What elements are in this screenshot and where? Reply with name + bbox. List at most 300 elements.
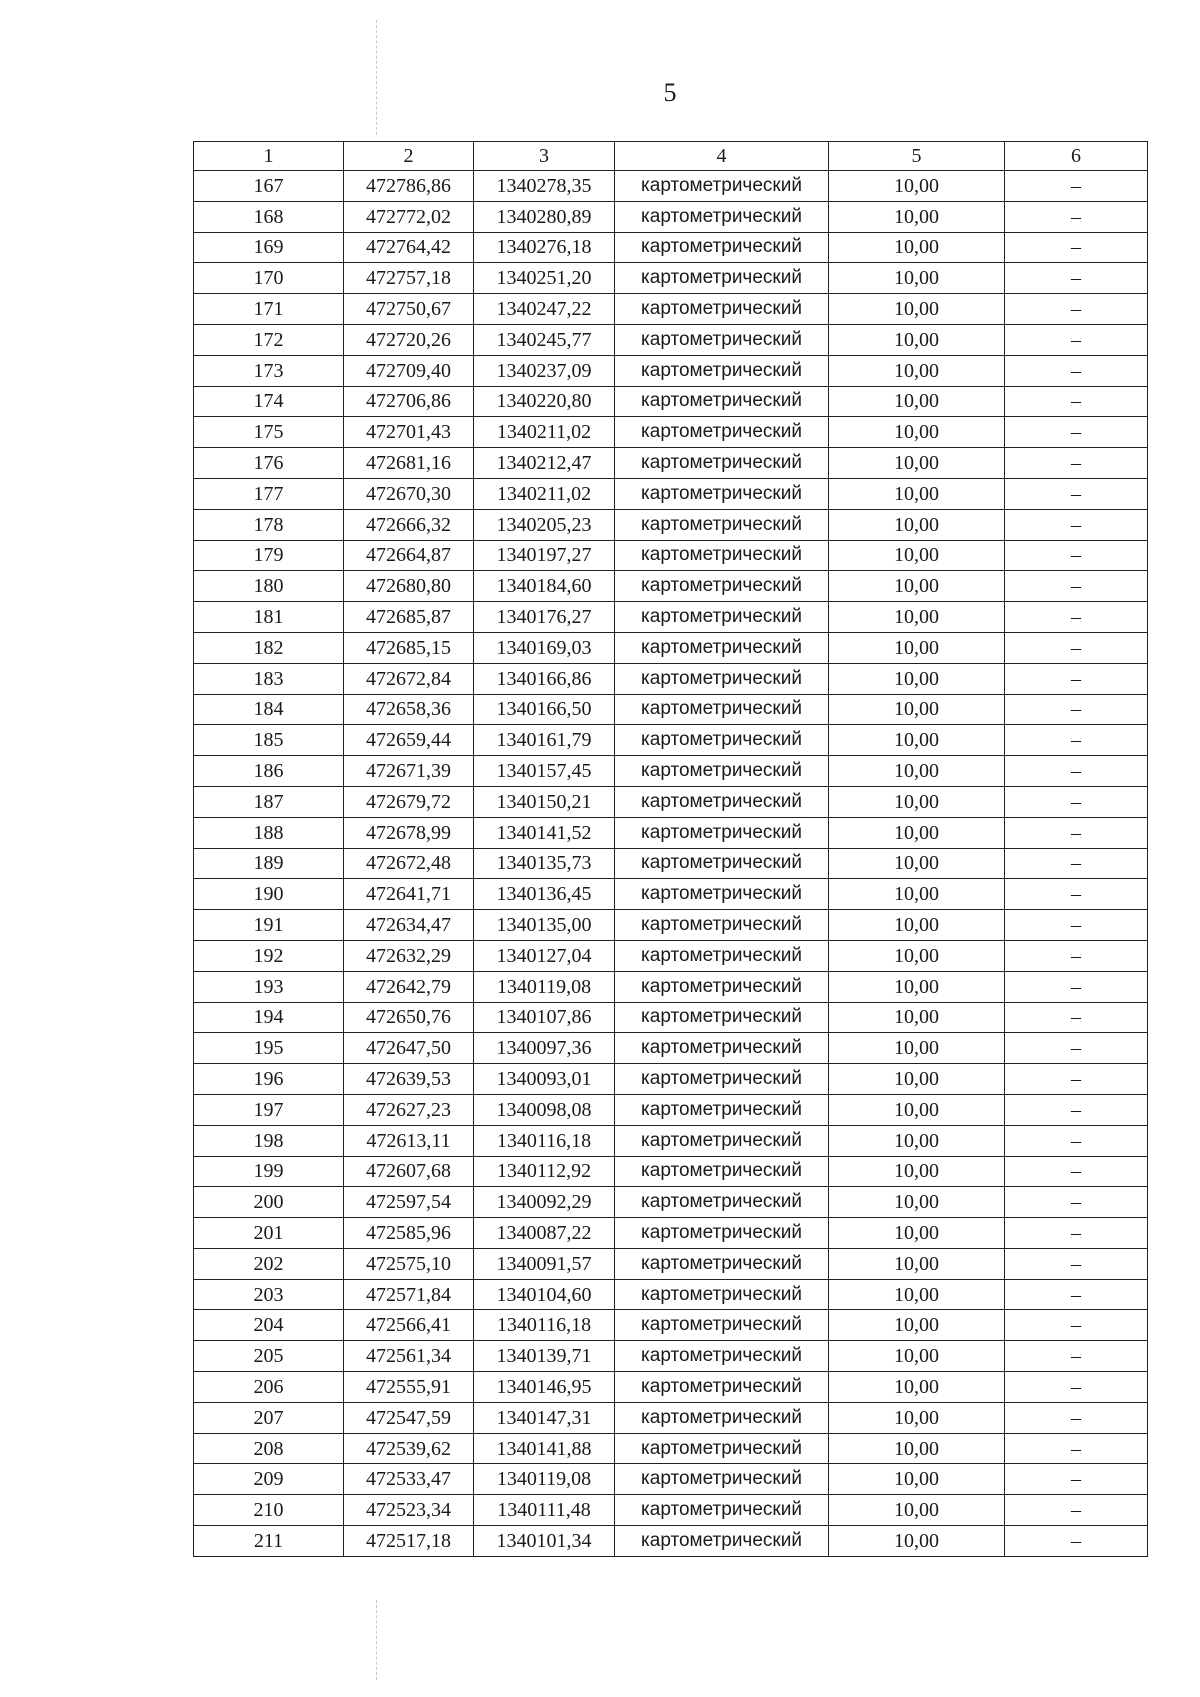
description-cell: – <box>1005 1341 1148 1372</box>
point-number-cell: 189 <box>194 848 344 879</box>
method-cell: картометрический <box>615 1310 829 1341</box>
y-coordinate-cell: 1340212,47 <box>474 448 615 479</box>
point-number-cell: 172 <box>194 324 344 355</box>
x-coordinate-cell: 472672,48 <box>344 848 474 879</box>
description-cell: – <box>1005 1279 1148 1310</box>
description-cell: – <box>1005 756 1148 787</box>
point-number-cell: 179 <box>194 540 344 571</box>
method-cell: картометрический <box>615 1526 829 1557</box>
x-coordinate-cell: 472678,99 <box>344 817 474 848</box>
y-coordinate-cell: 1340150,21 <box>474 786 615 817</box>
x-coordinate-cell: 472757,18 <box>344 263 474 294</box>
description-cell: – <box>1005 324 1148 355</box>
y-coordinate-cell: 1340093,01 <box>474 1064 615 1095</box>
point-number-cell: 193 <box>194 971 344 1002</box>
accuracy-cell: 10,00 <box>829 756 1005 787</box>
fold-line-bottom <box>376 1600 377 1680</box>
table-row <box>194 1156 1148 1187</box>
method-cell: картометрический <box>615 509 829 540</box>
point-number-cell: 192 <box>194 940 344 971</box>
x-coordinate-cell: 472672,84 <box>344 663 474 694</box>
description-cell: – <box>1005 1310 1148 1341</box>
accuracy-cell: 10,00 <box>829 478 1005 509</box>
method-cell: картометрический <box>615 571 829 602</box>
table-row <box>194 1094 1148 1125</box>
point-number-cell: 170 <box>194 263 344 294</box>
accuracy-cell: 10,00 <box>829 879 1005 910</box>
accuracy-cell: 10,00 <box>829 1495 1005 1526</box>
x-coordinate-cell: 472571,84 <box>344 1279 474 1310</box>
accuracy-cell: 10,00 <box>829 848 1005 879</box>
table-row <box>194 1248 1148 1279</box>
y-coordinate-cell: 1340119,08 <box>474 971 615 1002</box>
description-cell: – <box>1005 663 1148 694</box>
y-coordinate-cell: 1340166,50 <box>474 694 615 725</box>
accuracy-cell: 10,00 <box>829 1218 1005 1249</box>
accuracy-cell: 10,00 <box>829 971 1005 1002</box>
y-coordinate-cell: 1340220,80 <box>474 386 615 417</box>
point-number-cell: 178 <box>194 509 344 540</box>
accuracy-cell: 10,00 <box>829 1248 1005 1279</box>
table-row <box>194 386 1148 417</box>
table-row <box>194 1064 1148 1095</box>
y-coordinate-cell: 1340111,48 <box>474 1495 615 1526</box>
y-coordinate-cell: 1340211,02 <box>474 478 615 509</box>
description-cell: – <box>1005 1402 1148 1433</box>
method-cell: картометрический <box>615 263 829 294</box>
x-coordinate-cell: 472670,30 <box>344 478 474 509</box>
description-cell: – <box>1005 386 1148 417</box>
y-coordinate-cell: 1340157,45 <box>474 756 615 787</box>
accuracy-cell: 10,00 <box>829 294 1005 325</box>
description-cell: – <box>1005 1218 1148 1249</box>
accuracy-cell: 10,00 <box>829 663 1005 694</box>
method-cell: картометрический <box>615 786 829 817</box>
description-cell: – <box>1005 1002 1148 1033</box>
y-coordinate-cell: 1340276,18 <box>474 232 615 263</box>
description-cell: – <box>1005 1248 1148 1279</box>
method-cell: картометрический <box>615 171 829 202</box>
y-coordinate-cell: 1340147,31 <box>474 1402 615 1433</box>
x-coordinate-cell: 472706,86 <box>344 386 474 417</box>
table-row <box>194 540 1148 571</box>
column-header-y: 3 <box>474 142 615 171</box>
point-number-cell: 208 <box>194 1433 344 1464</box>
description-cell: – <box>1005 879 1148 910</box>
table-row <box>194 355 1148 386</box>
x-coordinate-cell: 472650,76 <box>344 1002 474 1033</box>
accuracy-cell: 10,00 <box>829 725 1005 756</box>
method-cell: картометрический <box>615 355 829 386</box>
accuracy-cell: 10,00 <box>829 1156 1005 1187</box>
table-row <box>194 171 1148 202</box>
x-coordinate-cell: 472632,29 <box>344 940 474 971</box>
table-row <box>194 1341 1148 1372</box>
accuracy-cell: 10,00 <box>829 540 1005 571</box>
point-number-cell: 211 <box>194 1526 344 1557</box>
description-cell: – <box>1005 448 1148 479</box>
accuracy-cell: 10,00 <box>829 1464 1005 1495</box>
point-number-cell: 174 <box>194 386 344 417</box>
method-cell: картометрический <box>615 1464 829 1495</box>
description-cell: – <box>1005 1033 1148 1064</box>
y-coordinate-cell: 1340097,36 <box>474 1033 615 1064</box>
table-row <box>194 971 1148 1002</box>
point-number-cell: 200 <box>194 1187 344 1218</box>
point-number-cell: 191 <box>194 910 344 941</box>
method-cell: картометрический <box>615 1187 829 1218</box>
point-number-cell: 202 <box>194 1248 344 1279</box>
x-coordinate-cell: 472671,39 <box>344 756 474 787</box>
table-body <box>194 171 1148 1557</box>
method-cell: картометрический <box>615 478 829 509</box>
method-cell: картометрический <box>615 201 829 232</box>
method-cell: картометрический <box>615 448 829 479</box>
table-row <box>194 1433 1148 1464</box>
x-coordinate-cell: 472720,26 <box>344 324 474 355</box>
x-coordinate-cell: 472659,44 <box>344 725 474 756</box>
y-coordinate-cell: 1340166,86 <box>474 663 615 694</box>
description-cell: – <box>1005 1187 1148 1218</box>
method-cell: картометрический <box>615 1402 829 1433</box>
accuracy-cell: 10,00 <box>829 448 1005 479</box>
method-cell: картометрический <box>615 817 829 848</box>
method-cell: картометрический <box>615 1033 829 1064</box>
table-row <box>194 879 1148 910</box>
description-cell: – <box>1005 910 1148 941</box>
x-coordinate-cell: 472566,41 <box>344 1310 474 1341</box>
y-coordinate-cell: 1340101,34 <box>474 1526 615 1557</box>
y-coordinate-cell: 1340116,18 <box>474 1310 615 1341</box>
x-coordinate-cell: 472607,68 <box>344 1156 474 1187</box>
x-coordinate-cell: 472627,23 <box>344 1094 474 1125</box>
table-row <box>194 1187 1148 1218</box>
x-coordinate-cell: 472575,10 <box>344 1248 474 1279</box>
table-header-row <box>194 142 1148 171</box>
description-cell: – <box>1005 201 1148 232</box>
description-cell: – <box>1005 171 1148 202</box>
method-cell: картометрический <box>615 663 829 694</box>
fold-line-top <box>376 20 377 135</box>
point-number-cell: 180 <box>194 571 344 602</box>
description-cell: – <box>1005 725 1148 756</box>
method-cell: картометрический <box>615 386 829 417</box>
method-cell: картометрический <box>615 1248 829 1279</box>
x-coordinate-cell: 472658,36 <box>344 694 474 725</box>
x-coordinate-cell: 472679,72 <box>344 786 474 817</box>
point-number-cell: 176 <box>194 448 344 479</box>
accuracy-cell: 10,00 <box>829 1341 1005 1372</box>
description-cell: – <box>1005 602 1148 633</box>
accuracy-cell: 10,00 <box>829 171 1005 202</box>
column-header-accuracy: 5 <box>829 142 1005 171</box>
table-row <box>194 1125 1148 1156</box>
point-number-cell: 188 <box>194 817 344 848</box>
y-coordinate-cell: 1340176,27 <box>474 602 615 633</box>
point-number-cell: 204 <box>194 1310 344 1341</box>
table-row <box>194 201 1148 232</box>
method-cell: картометрический <box>615 879 829 910</box>
y-coordinate-cell: 1340139,71 <box>474 1341 615 1372</box>
accuracy-cell: 10,00 <box>829 1187 1005 1218</box>
y-coordinate-cell: 1340141,88 <box>474 1433 615 1464</box>
description-cell: – <box>1005 1526 1148 1557</box>
point-number-cell: 203 <box>194 1279 344 1310</box>
point-number-cell: 190 <box>194 879 344 910</box>
y-coordinate-cell: 1340127,04 <box>474 940 615 971</box>
table-row <box>194 1218 1148 1249</box>
accuracy-cell: 10,00 <box>829 1310 1005 1341</box>
y-coordinate-cell: 1340119,08 <box>474 1464 615 1495</box>
accuracy-cell: 10,00 <box>829 509 1005 540</box>
y-coordinate-cell: 1340092,29 <box>474 1187 615 1218</box>
y-coordinate-cell: 1340245,77 <box>474 324 615 355</box>
table-row <box>194 294 1148 325</box>
method-cell: картометрический <box>615 694 829 725</box>
method-cell: картометрический <box>615 971 829 1002</box>
accuracy-cell: 10,00 <box>829 232 1005 263</box>
accuracy-cell: 10,00 <box>829 940 1005 971</box>
point-number-cell: 168 <box>194 201 344 232</box>
table-row <box>194 417 1148 448</box>
method-cell: картометрический <box>615 910 829 941</box>
point-number-cell: 210 <box>194 1495 344 1526</box>
point-number-cell: 194 <box>194 1002 344 1033</box>
table-row <box>194 940 1148 971</box>
table-row <box>194 848 1148 879</box>
description-cell: – <box>1005 1125 1148 1156</box>
point-number-cell: 184 <box>194 694 344 725</box>
point-number-cell: 175 <box>194 417 344 448</box>
y-coordinate-cell: 1340211,02 <box>474 417 615 448</box>
y-coordinate-cell: 1340104,60 <box>474 1279 615 1310</box>
description-cell: – <box>1005 694 1148 725</box>
x-coordinate-cell: 472772,02 <box>344 201 474 232</box>
y-coordinate-cell: 1340087,22 <box>474 1218 615 1249</box>
table-row <box>194 1495 1148 1526</box>
method-cell: картометрический <box>615 1218 829 1249</box>
y-coordinate-cell: 1340205,23 <box>474 509 615 540</box>
accuracy-cell: 10,00 <box>829 786 1005 817</box>
table-row <box>194 694 1148 725</box>
x-coordinate-cell: 472523,34 <box>344 1495 474 1526</box>
coordinates-table <box>193 141 1148 1557</box>
y-coordinate-cell: 1340112,92 <box>474 1156 615 1187</box>
method-cell: картометрический <box>615 1341 829 1372</box>
x-coordinate-cell: 472561,34 <box>344 1341 474 1372</box>
description-cell: – <box>1005 848 1148 879</box>
description-cell: – <box>1005 1433 1148 1464</box>
accuracy-cell: 10,00 <box>829 386 1005 417</box>
method-cell: картометрический <box>615 232 829 263</box>
y-coordinate-cell: 1340197,27 <box>474 540 615 571</box>
method-cell: картометрический <box>615 940 829 971</box>
y-coordinate-cell: 1340135,73 <box>474 848 615 879</box>
point-number-cell: 177 <box>194 478 344 509</box>
description-cell: – <box>1005 417 1148 448</box>
table-row <box>194 663 1148 694</box>
y-coordinate-cell: 1340278,35 <box>474 171 615 202</box>
x-coordinate-cell: 472547,59 <box>344 1402 474 1433</box>
table-row <box>194 1310 1148 1341</box>
description-cell: – <box>1005 1156 1148 1187</box>
point-number-cell: 198 <box>194 1125 344 1156</box>
table-row <box>194 1464 1148 1495</box>
description-cell: – <box>1005 540 1148 571</box>
table-row <box>194 817 1148 848</box>
description-cell: – <box>1005 632 1148 663</box>
x-coordinate-cell: 472750,67 <box>344 294 474 325</box>
y-coordinate-cell: 1340091,57 <box>474 1248 615 1279</box>
table-row <box>194 1033 1148 1064</box>
x-coordinate-cell: 472634,47 <box>344 910 474 941</box>
y-coordinate-cell: 1340098,08 <box>474 1094 615 1125</box>
y-coordinate-cell: 1340161,79 <box>474 725 615 756</box>
y-coordinate-cell: 1340107,86 <box>474 1002 615 1033</box>
description-cell: – <box>1005 1094 1148 1125</box>
point-number-cell: 185 <box>194 725 344 756</box>
y-coordinate-cell: 1340141,52 <box>474 817 615 848</box>
table-row <box>194 509 1148 540</box>
accuracy-cell: 10,00 <box>829 1002 1005 1033</box>
column-header-description: 6 <box>1005 142 1148 171</box>
accuracy-cell: 10,00 <box>829 355 1005 386</box>
accuracy-cell: 10,00 <box>829 694 1005 725</box>
method-cell: картометрический <box>615 1433 829 1464</box>
description-cell: – <box>1005 940 1148 971</box>
accuracy-cell: 10,00 <box>829 201 1005 232</box>
description-cell: – <box>1005 571 1148 602</box>
method-cell: картометрический <box>615 602 829 633</box>
x-coordinate-cell: 472764,42 <box>344 232 474 263</box>
accuracy-cell: 10,00 <box>829 1372 1005 1403</box>
accuracy-cell: 10,00 <box>829 417 1005 448</box>
method-cell: картометрический <box>615 294 829 325</box>
point-number-cell: 195 <box>194 1033 344 1064</box>
method-cell: картометрический <box>615 725 829 756</box>
y-coordinate-cell: 1340237,09 <box>474 355 615 386</box>
method-cell: картометрический <box>615 417 829 448</box>
method-cell: картометрический <box>615 1372 829 1403</box>
x-coordinate-cell: 472701,43 <box>344 417 474 448</box>
accuracy-cell: 10,00 <box>829 1526 1005 1557</box>
accuracy-cell: 10,00 <box>829 1433 1005 1464</box>
table-row <box>194 786 1148 817</box>
x-coordinate-cell: 472685,15 <box>344 632 474 663</box>
table-row <box>194 756 1148 787</box>
table-row <box>194 232 1148 263</box>
accuracy-cell: 10,00 <box>829 571 1005 602</box>
x-coordinate-cell: 472555,91 <box>344 1372 474 1403</box>
y-coordinate-cell: 1340184,60 <box>474 571 615 602</box>
table-row <box>194 263 1148 294</box>
method-cell: картометрический <box>615 540 829 571</box>
column-header-x: 2 <box>344 142 474 171</box>
method-cell: картометрический <box>615 1156 829 1187</box>
description-cell: – <box>1005 294 1148 325</box>
description-cell: – <box>1005 971 1148 1002</box>
point-number-cell: 171 <box>194 294 344 325</box>
table-row <box>194 324 1148 355</box>
description-cell: – <box>1005 263 1148 294</box>
x-coordinate-cell: 472786,86 <box>344 171 474 202</box>
table-row <box>194 478 1148 509</box>
description-cell: – <box>1005 355 1148 386</box>
x-coordinate-cell: 472647,50 <box>344 1033 474 1064</box>
table-row <box>194 571 1148 602</box>
y-coordinate-cell: 1340136,45 <box>474 879 615 910</box>
description-cell: – <box>1005 232 1148 263</box>
x-coordinate-cell: 472666,32 <box>344 509 474 540</box>
description-cell: – <box>1005 1464 1148 1495</box>
accuracy-cell: 10,00 <box>829 324 1005 355</box>
point-number-cell: 169 <box>194 232 344 263</box>
accuracy-cell: 10,00 <box>829 1064 1005 1095</box>
point-number-cell: 206 <box>194 1372 344 1403</box>
x-coordinate-cell: 472681,16 <box>344 448 474 479</box>
column-header-point-number: 1 <box>194 142 344 171</box>
table-row <box>194 910 1148 941</box>
point-number-cell: 199 <box>194 1156 344 1187</box>
x-coordinate-cell: 472680,80 <box>344 571 474 602</box>
x-coordinate-cell: 472641,71 <box>344 879 474 910</box>
x-coordinate-cell: 472597,54 <box>344 1187 474 1218</box>
x-coordinate-cell: 472685,87 <box>344 602 474 633</box>
y-coordinate-cell: 1340146,95 <box>474 1372 615 1403</box>
point-number-cell: 173 <box>194 355 344 386</box>
accuracy-cell: 10,00 <box>829 1402 1005 1433</box>
point-number-cell: 205 <box>194 1341 344 1372</box>
table-row <box>194 602 1148 633</box>
y-coordinate-cell: 1340169,03 <box>474 632 615 663</box>
table-row <box>194 1526 1148 1557</box>
point-number-cell: 201 <box>194 1218 344 1249</box>
accuracy-cell: 10,00 <box>829 910 1005 941</box>
accuracy-cell: 10,00 <box>829 602 1005 633</box>
accuracy-cell: 10,00 <box>829 1279 1005 1310</box>
accuracy-cell: 10,00 <box>829 1125 1005 1156</box>
x-coordinate-cell: 472517,18 <box>344 1526 474 1557</box>
page-number: 5 <box>663 78 677 107</box>
table-row <box>194 725 1148 756</box>
x-coordinate-cell: 472539,62 <box>344 1433 474 1464</box>
x-coordinate-cell: 472585,96 <box>344 1218 474 1249</box>
accuracy-cell: 10,00 <box>829 1033 1005 1064</box>
point-number-cell: 182 <box>194 632 344 663</box>
table-row <box>194 1279 1148 1310</box>
method-cell: картометрический <box>615 756 829 787</box>
method-cell: картометрический <box>615 1064 829 1095</box>
method-cell: картометрический <box>615 324 829 355</box>
column-header-method: 4 <box>615 142 829 171</box>
method-cell: картометрический <box>615 632 829 663</box>
point-number-cell: 197 <box>194 1094 344 1125</box>
description-cell: – <box>1005 509 1148 540</box>
point-number-cell: 186 <box>194 756 344 787</box>
accuracy-cell: 10,00 <box>829 632 1005 663</box>
point-number-cell: 209 <box>194 1464 344 1495</box>
x-coordinate-cell: 472642,79 <box>344 971 474 1002</box>
x-coordinate-cell: 472709,40 <box>344 355 474 386</box>
point-number-cell: 207 <box>194 1402 344 1433</box>
description-cell: – <box>1005 1064 1148 1095</box>
method-cell: картометрический <box>615 1002 829 1033</box>
point-number-cell: 167 <box>194 171 344 202</box>
y-coordinate-cell: 1340135,00 <box>474 910 615 941</box>
x-coordinate-cell: 472639,53 <box>344 1064 474 1095</box>
y-coordinate-cell: 1340280,89 <box>474 201 615 232</box>
point-number-cell: 181 <box>194 602 344 633</box>
